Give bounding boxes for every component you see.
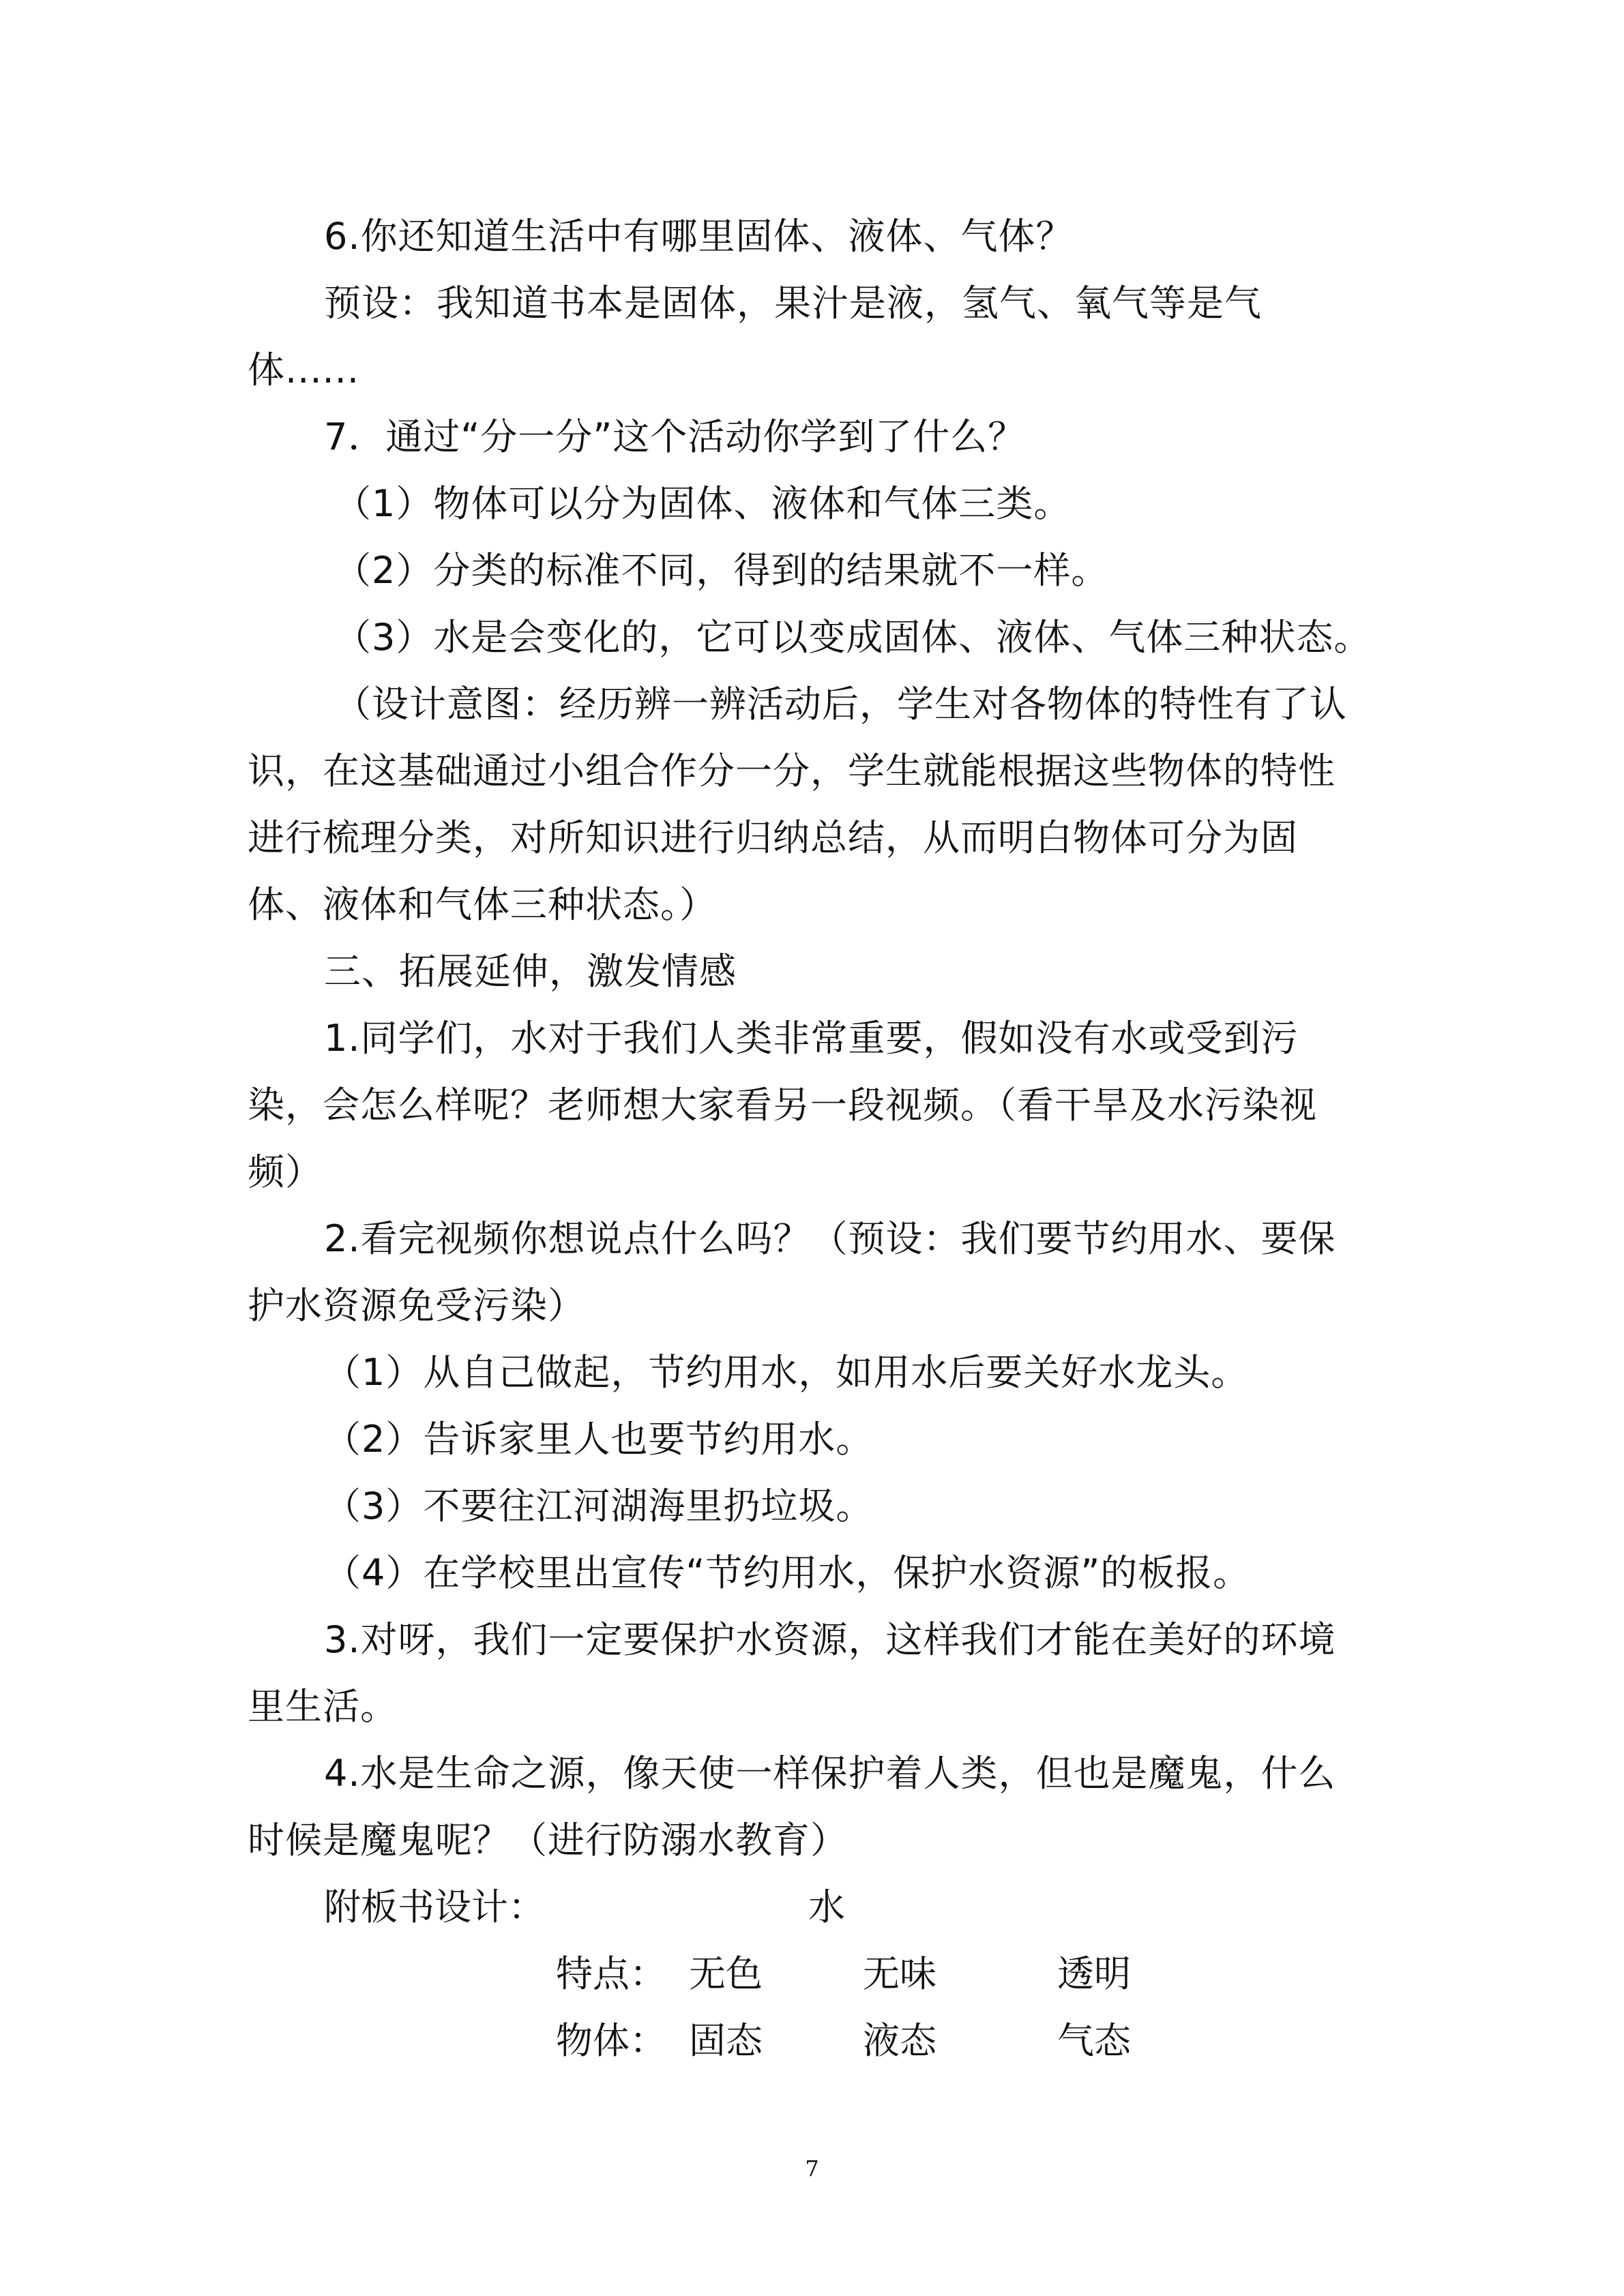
section-3-item-1-line-3: 频） [248,1150,323,1193]
section-3-item-2-line-2: 护水资源免受污染） [248,1284,585,1327]
board-cell-colorless: 无色 [689,1952,763,1995]
board-row-states-head: 物体： [556,2019,666,2062]
item-7-answer-1: （1）物体可以分为固体、液体和气体三类。 [334,482,1072,525]
item-7-answer-2: （2）分类的标准不同，得到的结果就不一样。 [334,549,1109,592]
board-design-title: 水 [808,1885,845,1928]
board-cell-solid: 固态 [689,2019,763,2062]
section-3-item-3-line-1: 3.对呀，我们一定要保护水资源，这样我们才能在美好的环境 [324,1618,1336,1661]
item-6-preset-line-1: 预设：我知道书本是固体，果汁是液，氢气、氧气等是气 [324,282,1262,325]
section-3-answer-2: （2）告诉家里人也要节约用水。 [324,1418,874,1461]
design-intent-line-1: （设计意图：经历辨一辨活动后，学生对各物体的特性有了认 [334,683,1347,726]
board-cell-transparent: 透明 [1057,1952,1131,1995]
item-6-preset-line-2: 体...... [248,348,359,391]
item-6-question: 6.你还知道生活中有哪里固体、液体、气体？ [324,215,1074,258]
board-row-features-head: 特点： [556,1952,666,1995]
board-cell-liquid: 液态 [863,2019,936,2062]
section-3-item-3-line-2: 里生活。 [248,1685,398,1728]
section-3-answer-1: （1）从自己做起，节约用水，如用水后要关好水龙头。 [324,1351,1249,1394]
section-3-item-4-line-1: 4.水是生命之源，像天使一样保护着人类，但也是魔鬼，什么 [324,1752,1336,1795]
section-3-answer-4: （4）在学校里出宣传“节约用水，保护水资源”的板报。 [324,1551,1251,1594]
item-7-answer-3: （3）水是会变化的，它可以变成固体、液体、气体三种状态。 [334,616,1372,659]
page-number: 7 [805,2156,819,2181]
item-7-question: 7．通过“分一分”这个活动你学到了什么？ [324,415,1026,458]
section-3-item-1-line-1: 1.同学们，水对于我们人类非常重要，假如没有水或受到污 [324,1017,1299,1060]
section-3-item-1-line-2: 染，会怎么样呢？老师想大家看另一段视频。（看干旱及水污染视 [248,1084,1317,1127]
board-cell-odorless: 无味 [863,1952,936,1995]
design-intent-line-3: 进行梳理分类，对所知识进行归纳总结，从而明白物体可分为固 [248,816,1298,859]
section-3-item-4-line-2: 时候是魔鬼呢？（进行防溺水教育） [248,1819,848,1862]
section-3-heading: 三、拓展延伸，激发情感 [324,950,737,993]
board-design-label: 附板书设计： [324,1885,545,1928]
section-3-item-2-line-1: 2.看完视频你想说点什么吗？（预设：我们要节约用水、要保 [324,1217,1336,1260]
section-3-answer-3: （3）不要往江河湖海里扔垃圾。 [324,1485,874,1527]
board-cell-gas: 气态 [1057,2019,1131,2062]
design-intent-line-2: 识，在这基础通过小组合作分一分，学生就能根据这些物体的特性 [248,749,1335,792]
design-intent-line-4: 体、液体和气体三种状态。） [248,883,717,926]
